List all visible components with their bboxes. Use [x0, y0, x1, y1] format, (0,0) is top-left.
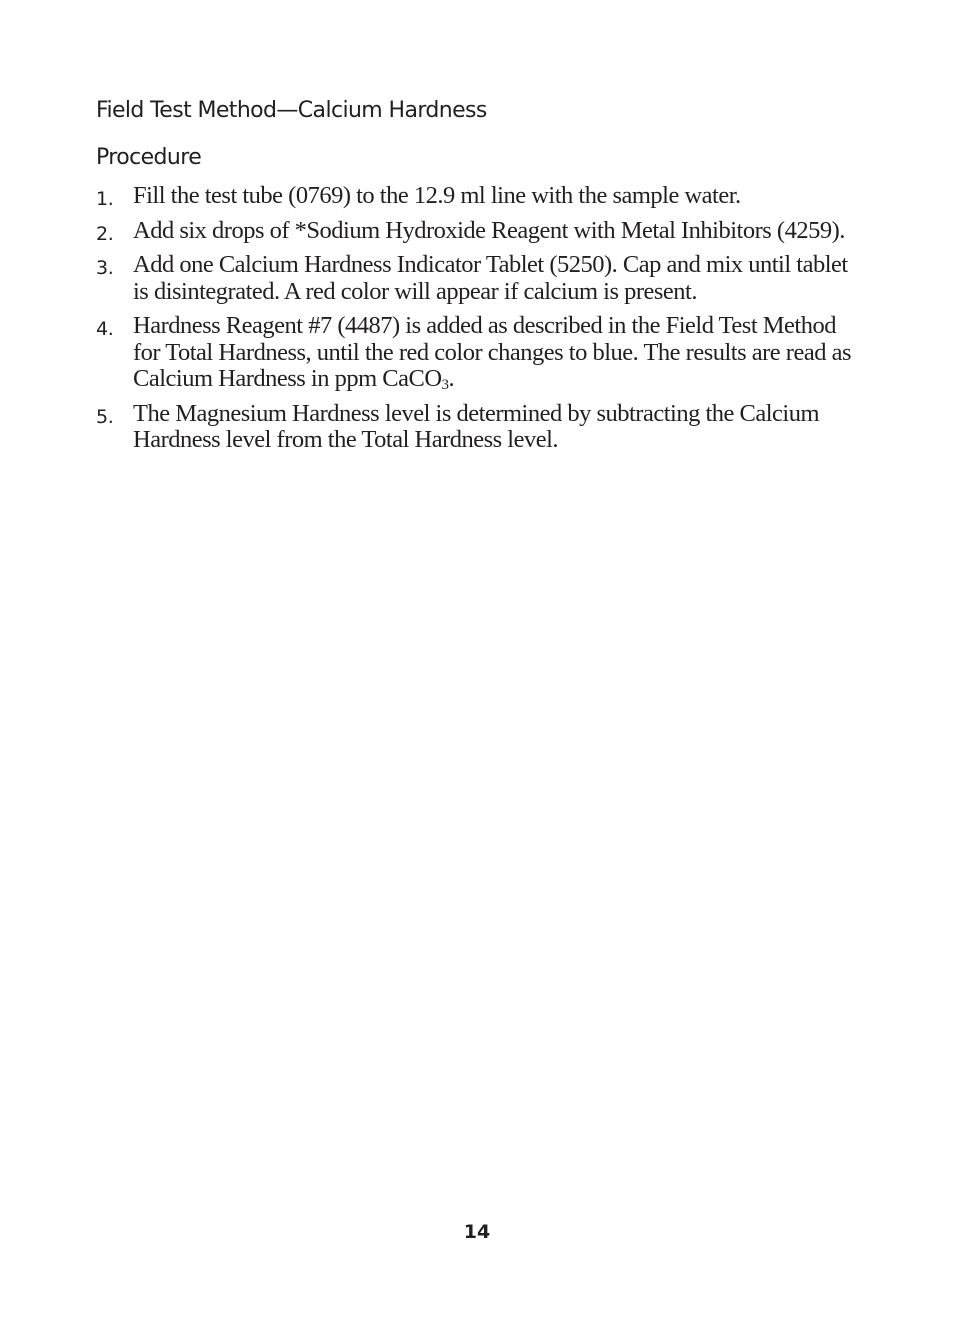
procedure-step-4	[96, 313, 856, 393]
procedure-step-3	[96, 252, 856, 305]
procedure-heading: Procedure	[96, 145, 202, 170]
step-number: 3.	[96, 257, 114, 279]
step-text-segment: .	[448, 365, 455, 392]
section-title: Field Test Method—Calcium Hardness	[96, 98, 487, 123]
step-number: 2.	[96, 222, 114, 245]
formula-main: CaCO	[382, 365, 442, 392]
step-text: Fill the test tube (0769) to the 12.9 ml line with the sample water.	[133, 182, 741, 209]
step-text	[133, 313, 856, 393]
step-number: 5.	[96, 405, 114, 428]
procedure-step-1	[96, 183, 856, 210]
chemical-formula	[382, 365, 448, 392]
procedure-steps-list	[96, 183, 856, 462]
step-text: The Magnesium Hardness level is determined by subtracting the Calcium Hardness level from the Total Hardness level.	[133, 399, 820, 453]
page-number: 14	[463, 1221, 491, 1243]
step-number: 1.	[96, 188, 114, 210]
formula-subscript: 3	[441, 377, 449, 393]
step-number: 4.	[96, 318, 114, 340]
step-text: Add one Calcium Hardness Indicator Tablet (5250). Cap and mix until tablet is disintegrated. A red color will appear if calcium is present.	[133, 251, 848, 305]
step-text: Add six drops of *Sodium Hydroxide Reagent with Metal Inhibitors (4259).	[133, 216, 845, 244]
procedure-step-5	[96, 401, 856, 454]
procedure-step-2	[96, 218, 856, 245]
step-text-segment: Hardness Reagent #7 (4487) is added as described in the Field Test Method for Total Hardness, until the red color changes to blue. The results are read as Calcium Hardness in ppm	[133, 312, 851, 392]
